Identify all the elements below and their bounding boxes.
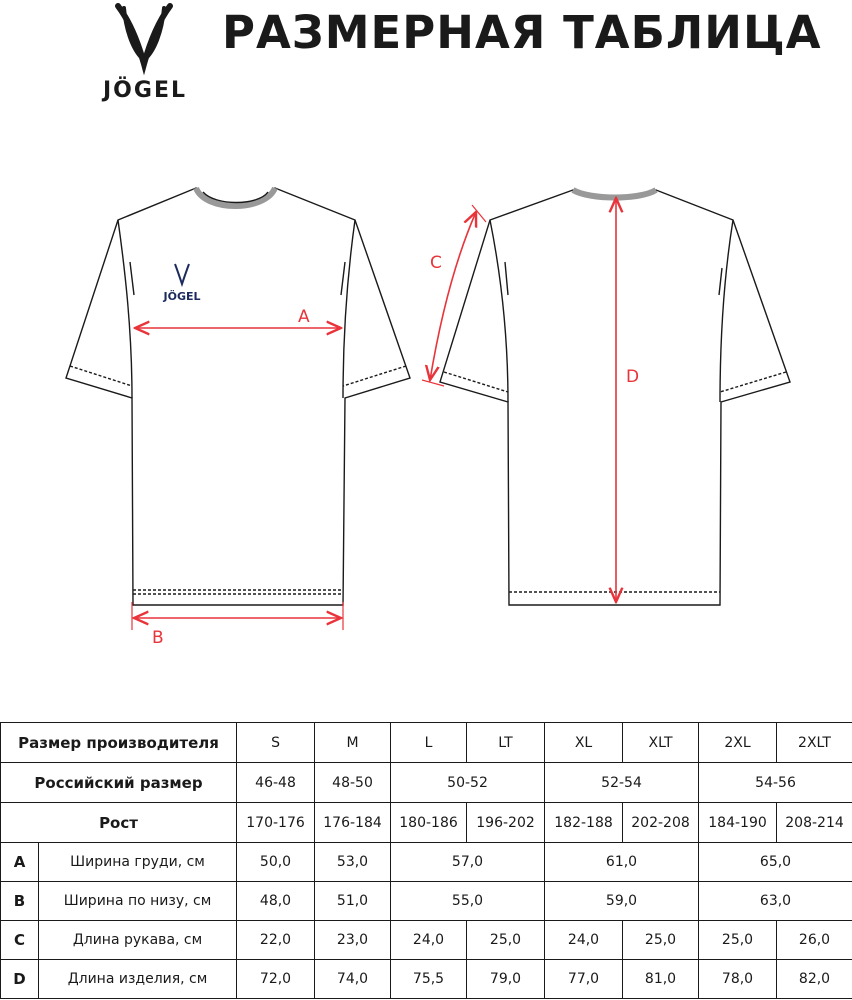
measure-a-label: A [298,307,310,327]
table-row-garment-length [1,960,852,999]
chest-logo-text: JÖGEL [163,290,201,303]
table-cell: 54-56 [699,763,852,803]
table-cell: 23,0 [315,921,391,960]
table-cell: 53,0 [315,843,391,882]
table-cell: 55,0 [391,882,545,921]
table-cell: M [315,723,391,763]
table-cell: 63,0 [699,882,852,921]
measure-letter: B [1,882,39,921]
measure-d-label: D [626,367,640,387]
table-cell: 48-50 [315,763,391,803]
tshirt-front [66,188,410,605]
table-row-bottom-width [1,882,852,921]
size-table [0,722,852,999]
table-cell: LT [467,723,545,763]
table-cell: 25,0 [623,921,699,960]
table-cell: S [237,723,315,763]
tshirt-drawing [0,150,852,670]
table-cell: 46-48 [237,763,315,803]
table-cell: 65,0 [699,843,852,882]
table-cell: 48,0 [237,882,315,921]
measure-label: Ширина по низу, см [39,882,237,921]
table-row-chest-width [1,843,852,882]
table-cell: 25,0 [467,921,545,960]
table-cell: 170-176 [237,803,315,843]
table-cell: XLT [623,723,699,763]
table-row-russian-size [1,763,852,803]
table-row-height [1,803,852,843]
table-cell: L [391,723,467,763]
table-cell: 52-54 [545,763,699,803]
row-header: Российский размер [1,763,237,803]
table-cell: 184-190 [699,803,777,843]
table-row-sleeve-length [1,921,852,960]
table-cell: 72,0 [237,960,315,999]
table-cell: 81,0 [623,960,699,999]
table-cell: 25,0 [699,921,777,960]
table-cell: 61,0 [545,843,699,882]
table-cell: 59,0 [545,882,699,921]
table-cell: 2XLT [777,723,852,763]
table-cell: XL [545,723,623,763]
row-header: Рост [1,803,237,843]
measure-b-label: B [152,628,164,648]
table-cell: 75,5 [391,960,467,999]
measure-letter: A [1,843,39,882]
page-title: РАЗМЕРНАЯ ТАБЛИЦА [222,6,822,59]
table-cell: 78,0 [699,960,777,999]
table-cell: 50,0 [237,843,315,882]
table-cell: 24,0 [391,921,467,960]
table-cell: 24,0 [545,921,623,960]
measure-label: Ширина груди, см [39,843,237,882]
table-cell: 57,0 [391,843,545,882]
table-cell: 196-202 [467,803,545,843]
table-row-manufacturer-size [1,723,852,763]
table-cell: 176-184 [315,803,391,843]
table-cell: 26,0 [777,921,852,960]
table-cell: 182-188 [545,803,623,843]
table-cell: 208-214 [777,803,852,843]
measure-letter: C [1,921,39,960]
measure-c-label: C [430,253,442,273]
brand-name: JÖGEL [103,78,187,103]
table-cell: 22,0 [237,921,315,960]
tshirt-back [440,190,790,605]
table-cell: 50-52 [391,763,545,803]
table-cell: 51,0 [315,882,391,921]
measure-label: Длина рукава, см [39,921,237,960]
table-cell: 180-186 [391,803,467,843]
row-header: Размер производителя [1,723,237,763]
table-cell: 202-208 [623,803,699,843]
table-cell: 74,0 [315,960,391,999]
measure-letter: D [1,960,39,999]
table-cell: 82,0 [777,960,852,999]
measure-label: Длина изделия, см [39,960,237,999]
table-cell: 79,0 [467,960,545,999]
table-cell: 2XL [699,723,777,763]
table-cell: 77,0 [545,960,623,999]
